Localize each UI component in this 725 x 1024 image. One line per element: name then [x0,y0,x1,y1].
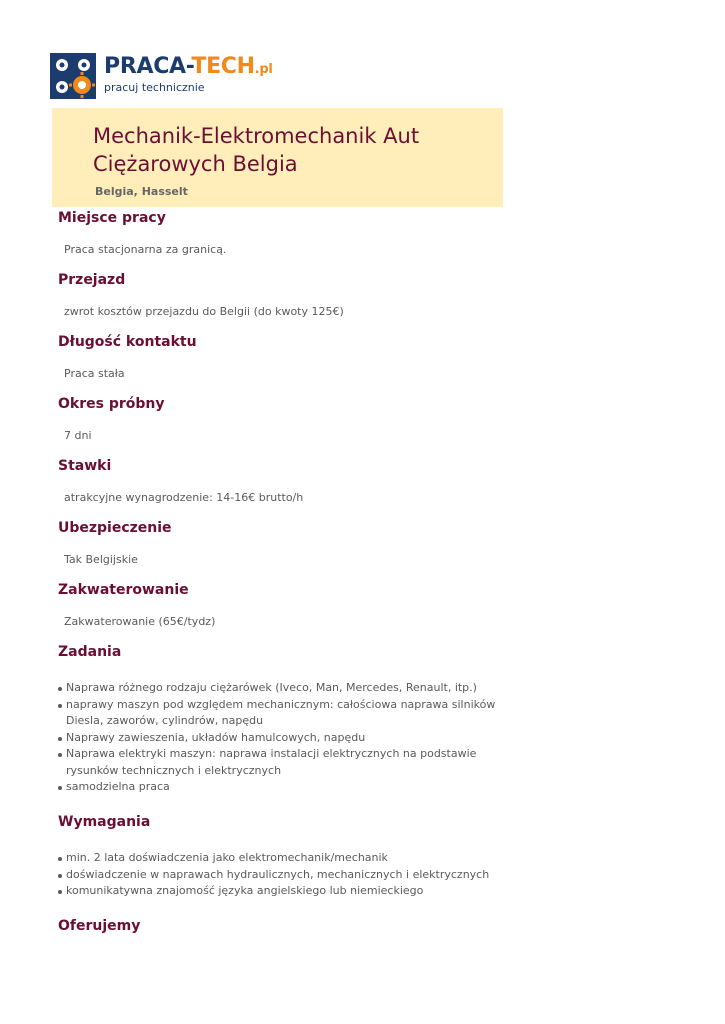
section-text: Praca stała [64,367,125,380]
list-item: naprawy maszyn pod względem mechanicznym: całościowa naprawa silników Diesla, zaworów, cylindrów, napędu [58,697,508,730]
logo-brand: PRACA-TECH.pl [104,54,273,79]
wymagania-list [58,850,508,900]
section-text: atrakcyjne wynagrodzenie: 14-16€ brutto/h [64,491,304,504]
section-dlugosc-kontaktu [58,333,508,395]
section-title: Wymagania [58,814,151,830]
section-przejazd [58,271,508,333]
list-item: doświadczenie w naprawach hydraulicznych, mechanicznych i elektrycznych [58,867,508,884]
section-title: Okres próbny [58,396,165,412]
section-okres-probny [58,395,508,457]
list-item: min. 2 lata doświadczenia jako elektromechanik/mechanik [58,850,508,867]
list-item: komunikatywna znajomość języka angielskiego lub niemieckiego [58,883,508,900]
section-title: Ubezpieczenie [58,520,172,536]
section-zadania [58,643,508,813]
section-miejsce-pracy [58,209,508,271]
job-title: Mechanik-Elektromechanik Aut Ciężarowych Belgia [93,124,420,176]
section-title: Oferujemy [58,918,141,934]
section-text: zwrot kosztów przejazdu do Belgii (do kwoty 125€) [64,305,344,318]
job-details [58,209,508,935]
section-title: Przejazd [58,272,126,288]
gear-logo-icon [50,53,96,99]
section-ubezpieczenie [58,519,508,581]
job-header [52,108,503,207]
section-stawki [58,457,508,519]
section-title: Zadania [58,644,122,660]
section-zakwaterowanie [58,581,508,643]
logo-tagline: pracuj technicznie [104,81,205,94]
list-item: Naprawy zawieszenia, układów hamulcowych, napędu [58,730,508,747]
section-text: Tak Belgijskie [64,553,138,566]
section-text: Praca stacjonarna za granicą. [64,243,227,256]
list-item: Naprawa różnego rodzaju ciężarówek (Iveco, Man, Mercedes, Renault, itp.) [58,680,508,697]
section-wymagania [58,813,508,917]
zadania-list [58,680,508,796]
section-title: Długość kontaktu [58,334,197,350]
section-title: Zakwaterowanie [58,582,189,598]
section-text: Zakwaterowanie (65€/tydz) [64,615,216,628]
list-item: Naprawa elektryki maszyn: naprawa instalacji elektrycznych na podstawie rysunków technicznych i elektrycznych [58,746,508,779]
section-oferujemy [58,917,508,935]
section-title: Miejsce pracy [58,210,166,226]
section-title: Stawki [58,458,112,474]
section-text: 7 dni [64,429,92,442]
logo[interactable] [50,53,273,99]
list-item: samodzielna praca [58,779,508,796]
job-location: Belgia, Hasselt [95,185,188,198]
